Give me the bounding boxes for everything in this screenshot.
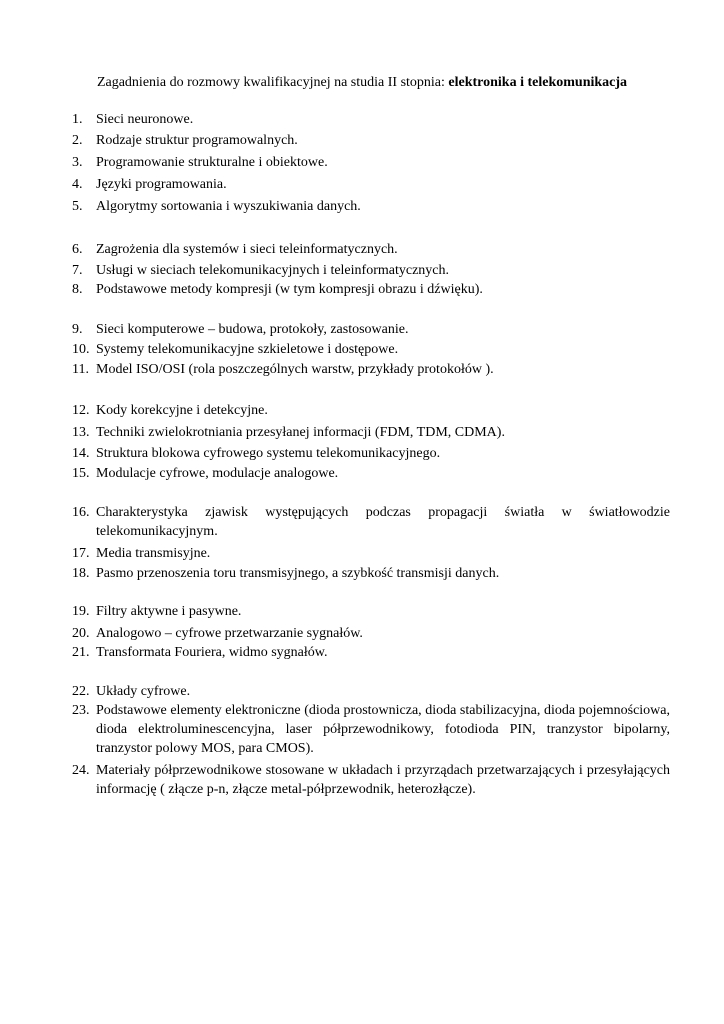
item-number: 3. bbox=[72, 155, 83, 170]
item-number: 6. bbox=[72, 242, 83, 257]
list-item bbox=[72, 131, 670, 150]
item-number: 20. bbox=[72, 626, 90, 641]
item-number: 18. bbox=[72, 566, 90, 581]
item-text: Charakterystyka zjawisk występujących podczas propagacji światła w światłowodzie telekomunikacyjnym. bbox=[96, 505, 670, 539]
item-number: 13. bbox=[72, 425, 90, 440]
list-item bbox=[72, 761, 670, 799]
list-item bbox=[72, 320, 670, 339]
item-text: Algorytmy sortowania i wyszukiwania danych. bbox=[96, 199, 361, 214]
item-number: 12. bbox=[72, 403, 90, 418]
item-text: Sieci neuronowe. bbox=[96, 112, 194, 127]
title-prefix: Zagadnienia do rozmowy kwalifikacyjnej na studia II stopnia: bbox=[96, 75, 449, 90]
item-number: 15. bbox=[72, 466, 90, 481]
list-item bbox=[72, 153, 670, 172]
list-item bbox=[72, 701, 670, 758]
item-text: Modulacje cyfrowe, modulacje analogowe. bbox=[96, 466, 339, 481]
item-number: 24. bbox=[72, 763, 90, 778]
list-item bbox=[72, 340, 670, 359]
item-text: Podstawowe metody kompresji (w tym kompresji obrazu i dźwięku). bbox=[96, 282, 483, 297]
item-text: Media transmisyjne. bbox=[96, 546, 211, 561]
title-bold: elektronika i telekomunikacja bbox=[448, 75, 628, 90]
item-text: Zagrożenia dla systemów i sieci teleinformatycznych. bbox=[96, 242, 398, 257]
item-text: Analogowo – cyfrowe przetwarzanie sygnałów. bbox=[96, 626, 363, 641]
item-text: Model ISO/OSI (rola poszczególnych warstw, przykłady protokołów ). bbox=[96, 362, 494, 377]
item-text: Usługi w sieciach telekomunikacyjnych i teleinformatycznych. bbox=[96, 263, 449, 278]
item-text: Materiały półprzewodnikowe stosowane w układach i przyrządach przetwarzających i przesyłających informację ( złącze p-n, złącze metal-półprzewodnik, heterozłącze). bbox=[96, 763, 670, 797]
item-number: 2. bbox=[72, 133, 83, 148]
item-number: 7. bbox=[72, 263, 83, 278]
list-item bbox=[72, 682, 670, 701]
list-item bbox=[72, 444, 670, 463]
list-item bbox=[72, 261, 670, 280]
list-item bbox=[72, 643, 670, 662]
item-number: 1. bbox=[72, 112, 83, 127]
item-text: Sieci komputerowe – budowa, protokoły, zastosowanie. bbox=[96, 322, 409, 337]
item-number: 10. bbox=[72, 342, 90, 357]
item-number: 5. bbox=[72, 199, 83, 214]
item-number: 22. bbox=[72, 684, 90, 699]
item-text: Transformata Fouriera, widmo sygnałów. bbox=[96, 645, 328, 660]
list-item bbox=[72, 280, 670, 299]
list-item bbox=[72, 544, 670, 563]
list-item bbox=[72, 464, 670, 483]
item-number: 8. bbox=[72, 282, 83, 297]
item-number: 19. bbox=[72, 604, 90, 619]
list-item bbox=[72, 175, 670, 194]
item-text: Rodzaje struktur programowalnych. bbox=[96, 133, 298, 148]
list-item bbox=[72, 423, 670, 442]
item-text: Techniki zwielokrotniania przesyłanej informacji (FDM, TDM, CDMA). bbox=[96, 425, 505, 440]
item-text: Układy cyfrowe. bbox=[96, 684, 191, 699]
item-text: Systemy telekomunikacyjne szkieletowe i dostępowe. bbox=[96, 342, 399, 357]
item-text: Języki programowania. bbox=[96, 177, 227, 192]
item-number: 23. bbox=[72, 703, 90, 718]
item-text: Podstawowe elementy elektroniczne (dioda prostownicza, dioda stabilizacyjna, dioda pojemnościowa, dioda elektroluminescencyjna, laser półprzewodnikowy, fotodioda PIN, tranzystor bipolarny, tranzystor polowy MOS, para CMOS). bbox=[96, 703, 670, 756]
item-text: Kody korekcyjne i detekcyjne. bbox=[96, 403, 268, 418]
list-item bbox=[72, 360, 670, 379]
item-number: 17. bbox=[72, 546, 90, 561]
list-item bbox=[72, 624, 670, 643]
item-text: Struktura blokowa cyfrowego systemu telekomunikacyjnego. bbox=[96, 446, 441, 461]
item-number: 11. bbox=[72, 362, 89, 377]
item-number: 4. bbox=[72, 177, 83, 192]
list-item bbox=[72, 110, 670, 129]
item-text: Pasmo przenoszenia toru transmisyjnego, a szybkość transmisji danych. bbox=[96, 566, 500, 581]
item-number: 21. bbox=[72, 645, 90, 660]
list-item bbox=[72, 401, 670, 420]
list-item bbox=[72, 197, 670, 216]
list-item bbox=[72, 240, 670, 259]
page-title bbox=[60, 75, 664, 91]
item-number: 16. bbox=[72, 505, 90, 520]
list-item bbox=[72, 503, 670, 541]
item-text: Filtry aktywne i pasywne. bbox=[96, 604, 242, 619]
item-number: 14. bbox=[72, 446, 90, 461]
item-number: 9. bbox=[72, 322, 83, 337]
item-text: Programowanie strukturalne i obiektowe. bbox=[96, 155, 328, 170]
list-item bbox=[72, 602, 670, 621]
list-item bbox=[72, 564, 670, 583]
